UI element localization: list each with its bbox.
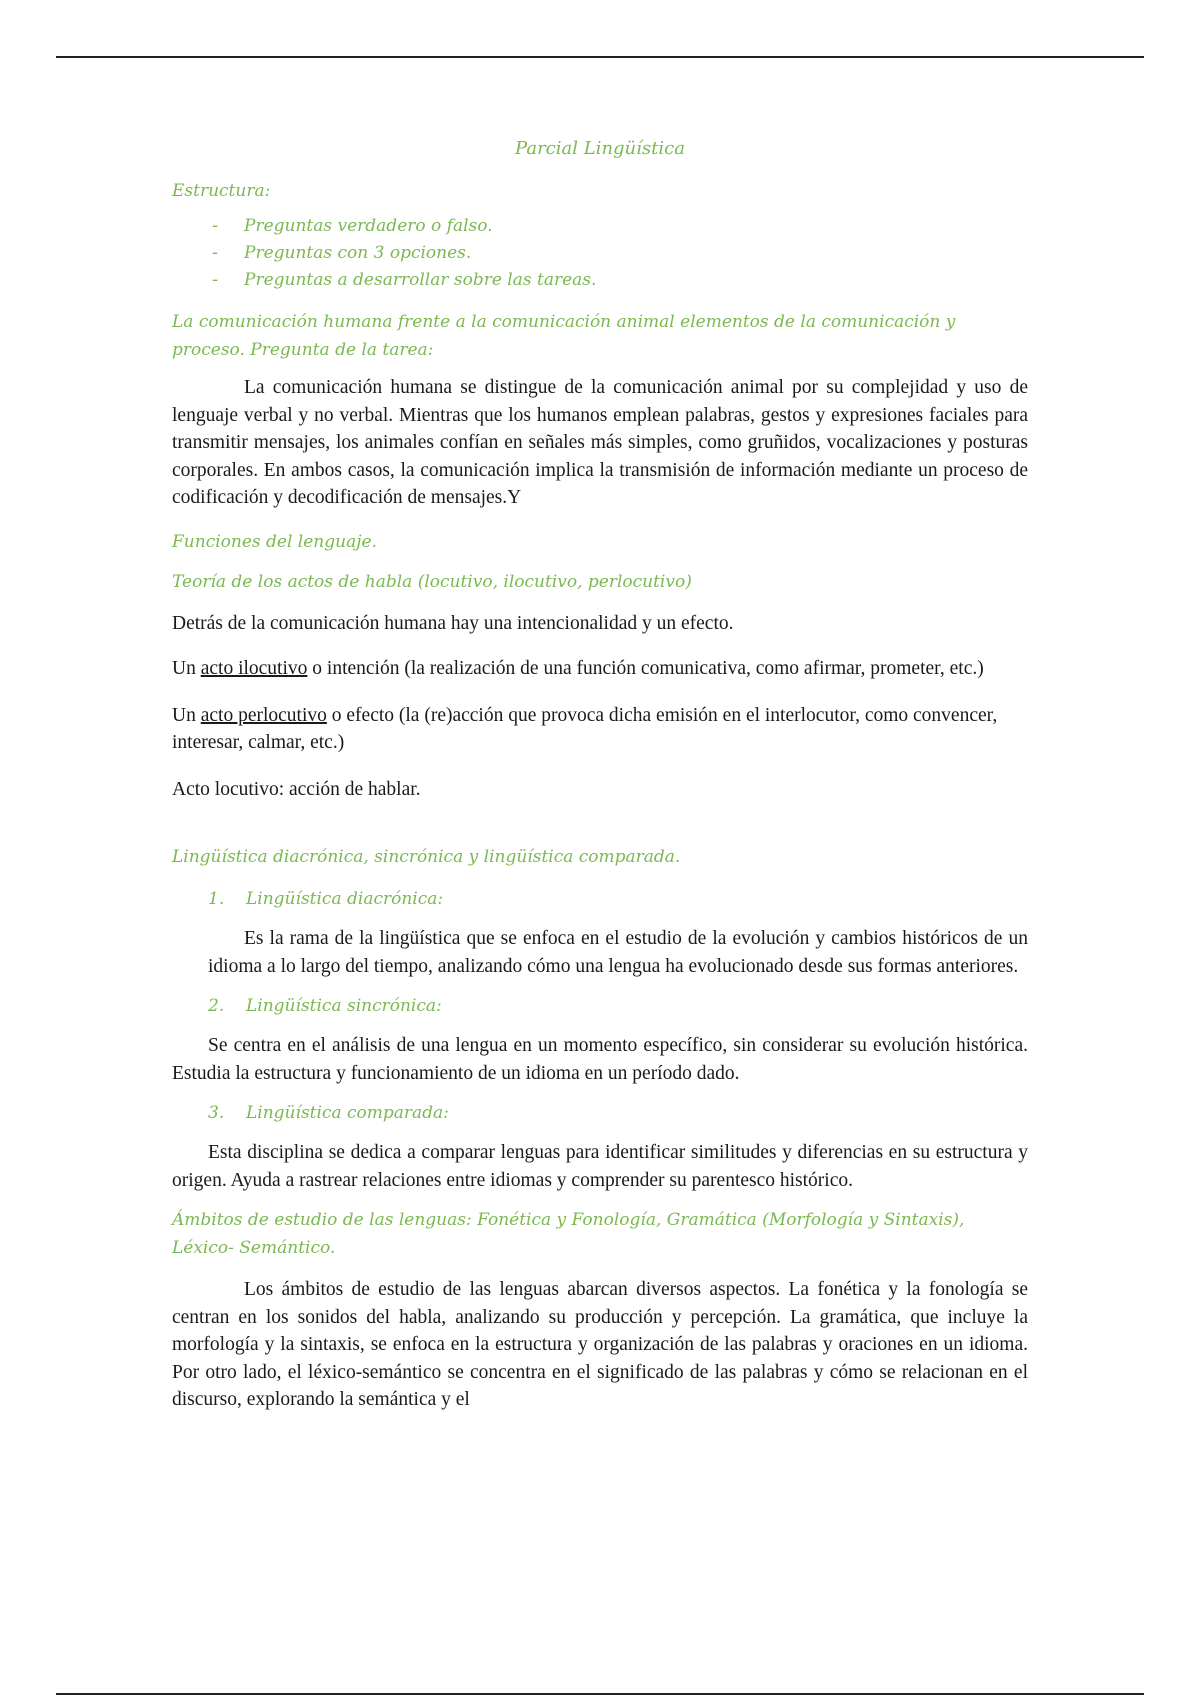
estructura-heading: Estructura: [172, 181, 271, 201]
list-item: - Preguntas verdadero o falso. [172, 213, 1028, 240]
section-heading-comunicacion: La comunicación humana frente a la comunicación animal elementos de la comunicación y proceso. Pregunta de la tarea: [172, 312, 956, 360]
paragraph-acto-ilocutivo: Un acto ilocutivo o intención (la realización de una función comunicativa, como afirmar, prometer, etc.) [172, 658, 984, 679]
paragraph-intencionalidad: Detrás de la comunicación humana hay una intencionalidad y un efecto. [172, 612, 734, 634]
bottom-rule [56, 1693, 1144, 1695]
subheading-sincronica: 2. Lingüística sincrónica: [208, 996, 442, 1016]
paragraph-sincronica: Se centra en el análisis de una lengua en un momento específico, sin considerar su evolución histórica. Estudia la estructura y funcionamiento de un idioma en un período dado. [172, 1035, 1028, 1084]
dash-bullet: - [212, 270, 219, 290]
term-acto-perlocutivo: acto perlocutivo [200, 704, 327, 726]
paragraph-diacronica: Es la rama de la lingüística que se enfoca en el estudio de la evolución y cambios históricos de un idioma a lo largo del tiempo, analizando cómo una lengua ha evolucionado desde sus formas anteriores. [208, 928, 1028, 977]
dash-bullet: - [212, 243, 219, 263]
paragraph-acto-locutivo: Acto locutivo: acción de hablar. [172, 778, 421, 800]
section-heading-actos-habla: Teoría de los actos de habla (locutivo, ilocutivo, perlocutivo) [172, 571, 692, 592]
document-title: Parcial Lingüística [515, 138, 685, 159]
list-item: - Preguntas con 3 opciones. [172, 240, 1028, 267]
document-body [172, 138, 1028, 1414]
subheading-diacronica: 1. Lingüística diacrónica: [208, 889, 444, 909]
dash-bullet: - [212, 216, 219, 236]
list-item: - Preguntas a desarrollar sobre las tareas. [172, 267, 1028, 294]
section-heading-linguistica: Lingüística diacrónica, sincrónica y lingüística comparada. [172, 847, 681, 867]
section-heading-ambitos: Ámbitos de estudio de las lenguas: Fonética y Fonología, Gramática (Morfología y Sintaxis), Léxico- Semántico. [172, 1210, 965, 1258]
paragraph-comunicacion: La comunicación humana se distingue de la comunicación animal por su complejidad y uso de lenguaje verbal y no verbal. Mientras que los humanos emplean palabras, gestos y expresiones faciales para transmitir mensajes, los animales confían en señales más simples, como gruñidos, vocalizaciones y posturas corporales. En ambos casos, la comunicación implica la transmisión de información mediante un proceso de codificación y decodificación de mensajes.Y [172, 377, 1028, 508]
subheading-comparada: 3. Lingüística comparada: [208, 1103, 449, 1123]
estructura-list [172, 213, 1028, 294]
subsection-diacronica [172, 925, 1028, 980]
term-acto-ilocutivo: acto ilocutivo [200, 658, 308, 679]
paragraph-ambitos: Los ámbitos de estudio de las lenguas abarcan diversos aspectos. La fonética y la fonología se centran en los sonidos del habla, analizando su producción y percepción. La gramática, que incluye la morfología y la sintaxis, se enfoca en la estructura y organización de las palabras y oraciones en un idioma. Por otro lado, el léxico-semántico se concentra en el significado de las palabras y cómo se relacionan en el discurso, explorando la semántica y el [172, 1279, 1028, 1410]
section-heading-funciones: Funciones del lenguaje. [172, 531, 377, 552]
top-rule [56, 56, 1144, 58]
paragraph-comparada: Esta disciplina se dedica a comparar lenguas para identificar similitudes y diferencias en su estructura y origen. Ayuda a rastrear relaciones entre idiomas y comprender su parentesco histórico. [172, 1142, 1028, 1191]
paragraph-acto-perlocutivo: Un acto perlocutivo o efecto (la (re)acción que provoca dicha emisión en el interlocutor, como convencer, interesar, calmar, etc.) [172, 704, 998, 753]
